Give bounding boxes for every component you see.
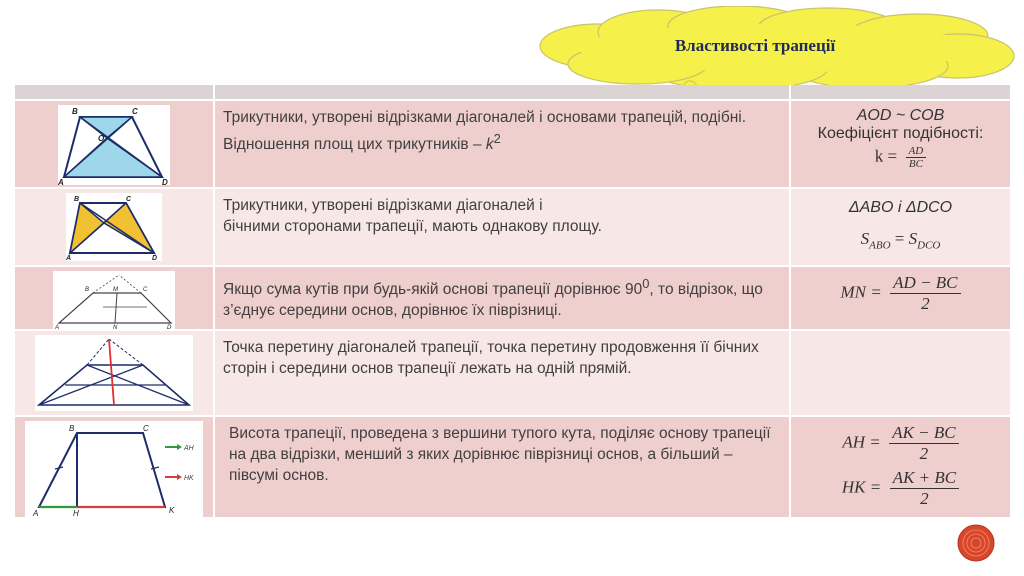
table-row — [15, 331, 1010, 417]
legend-label: HK — [184, 475, 194, 482]
fraction-numerator: AD − BC — [890, 273, 960, 294]
table-row — [15, 417, 1010, 519]
vertex-label: B — [72, 107, 78, 116]
vertex-label: M — [113, 287, 118, 293]
property-text: Точка перетину діагоналей трапеції, точка перетину продовження її бічних сторін і середини основ трапеції лежать на одній прямій. — [223, 339, 759, 377]
vertex-label: K — [169, 506, 175, 515]
property-text: Висота трапеції, проведена з вершини тупого кута, поділяє основу трапеції на два відрізки, менший з яких дорівнює піврізниці основ, а більший – півсумі основ. — [229, 425, 771, 484]
degree-superscript: 0 — [642, 276, 650, 291]
fraction-denominator: 2 — [920, 489, 929, 508]
slide-title: Властивості трапеції — [674, 36, 836, 55]
formula-lhs: MN = — [840, 282, 882, 302]
area-symbol: S — [908, 229, 918, 248]
table-row — [15, 189, 1010, 267]
vertex-label: D — [167, 325, 172, 329]
trapezoid-height-figure — [25, 421, 203, 517]
vertex-label: D — [162, 178, 168, 185]
vertex-label: C — [143, 287, 148, 293]
table-row — [15, 101, 1010, 189]
fraction-denominator: 2 — [919, 444, 929, 463]
equals-sign: = — [894, 229, 905, 248]
vertex-label: B — [69, 424, 75, 433]
legend-label: AH — [184, 445, 194, 452]
property-text: Трикутники, утворені відрізками діагоналей і — [223, 197, 543, 214]
vertex-label: A — [55, 325, 60, 329]
power-base: k — [485, 136, 494, 154]
vertex-label: C — [143, 424, 149, 433]
coefficient-label: Коефіцієнт подібності: — [817, 125, 984, 142]
similarity-statement: AOD ~ COB — [856, 107, 945, 124]
fraction-numerator: AK − BC — [889, 423, 958, 444]
fraction-numerator: AK + BC — [890, 468, 959, 489]
vertex-label: A — [33, 509, 39, 517]
vertex-label: C — [132, 107, 138, 116]
formula-lhs: AH = — [842, 432, 881, 452]
area-subscript: DCO — [917, 239, 941, 252]
triangles-statement: ΔABO і ΔDCO — [848, 199, 953, 216]
vertex-label: D — [152, 255, 158, 261]
area-symbol: S — [860, 229, 870, 248]
power-exponent: 2 — [493, 131, 501, 146]
next-slide-button[interactable] — [957, 524, 995, 562]
formula-lhs: k = — [874, 146, 898, 166]
vertex-label: B — [74, 196, 80, 203]
vertex-label: A — [58, 178, 64, 185]
vertex-label: O — [98, 134, 105, 143]
trapezoid-similar-triangles-figure — [58, 105, 170, 185]
trapezoid-equal-area-figure — [66, 193, 162, 261]
table-row — [15, 267, 1010, 331]
property-text-tail: , то відрізок, що з’єднує середини основ, дорівнює їх піврізниці. — [223, 281, 763, 320]
trapezoid-midline-figure — [53, 271, 175, 329]
fraction-denominator: 2 — [921, 294, 930, 313]
property-text: Трикутники, утворені відрізками діагоналей і основами трапецій, подібні. — [223, 109, 747, 126]
trapezoid-collinear-points-figure — [35, 335, 193, 411]
formula-lhs: HK = — [841, 477, 882, 497]
table-header-row — [15, 85, 1010, 101]
vertex-label: B — [85, 287, 90, 293]
vertex-label: C — [126, 196, 132, 203]
property-text: Відношення площ цих трикутників – — [223, 136, 486, 154]
property-text: бічними сторонами трапеції, мають однакову площу. — [223, 218, 602, 235]
properties-table — [15, 85, 1010, 519]
area-subscript: ABO — [869, 239, 891, 252]
vertex-label: A — [66, 255, 72, 261]
fraction-numerator: AD — [906, 145, 927, 158]
fraction-denominator: BC — [908, 158, 923, 170]
property-text: Якщо сума кутів при будь-якій основі трапеції дорівнює 90 — [223, 281, 643, 299]
vertex-label: N — [113, 325, 118, 329]
vertex-label: H — [73, 509, 79, 517]
